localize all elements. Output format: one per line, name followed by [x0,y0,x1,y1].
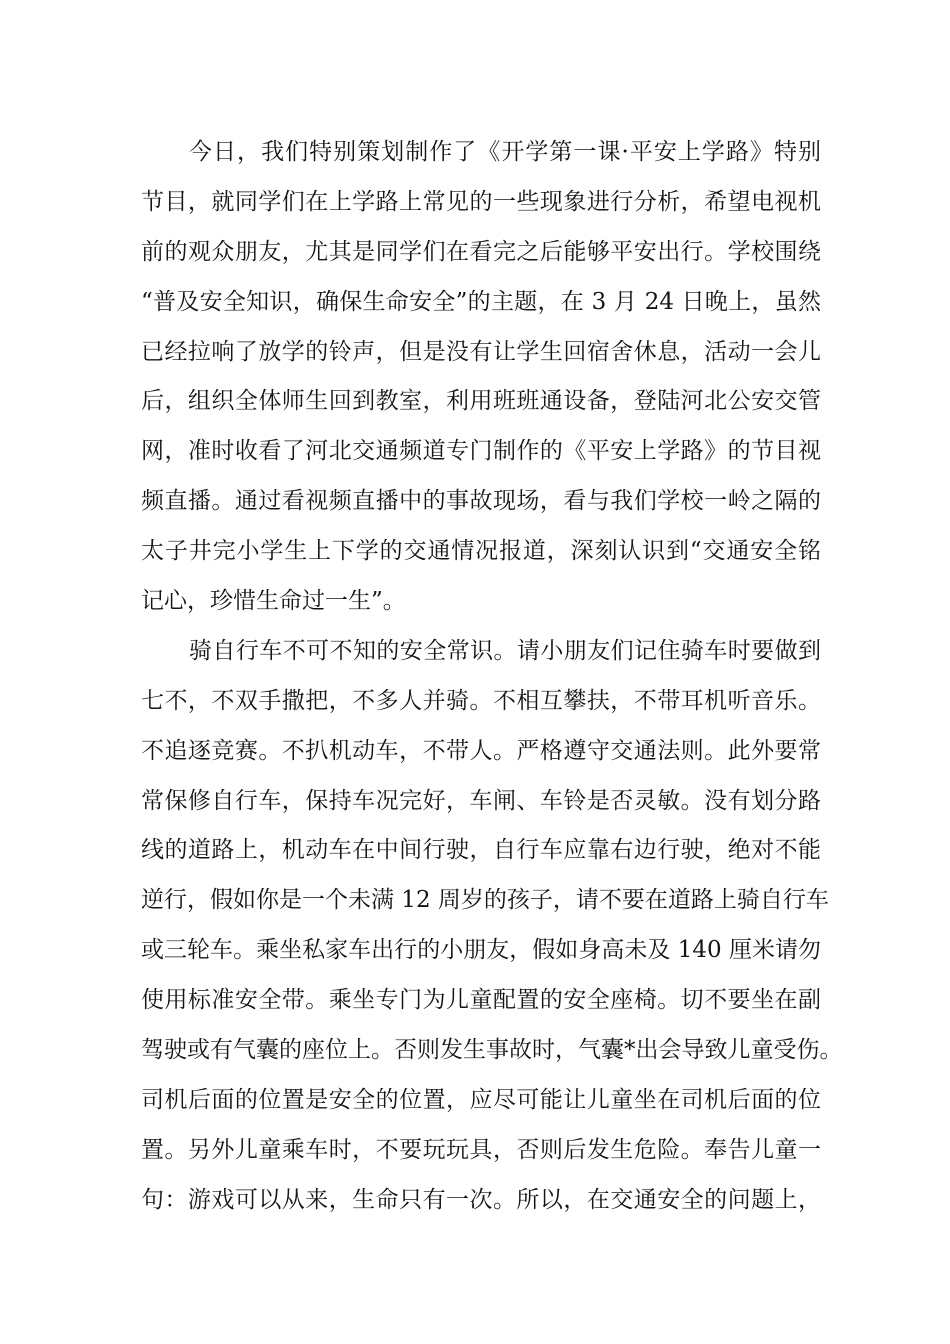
paragraph-1-line-1: 今日，我们特别策划制作了《开学第一课·平安上学路》特别 [189,139,821,165]
paragraph-2-line-8: 使用标准安全带。乘坐专门为儿童配置的安全座椅。切不要坐在副 [141,987,821,1014]
paragraph-2-line-7: 或三轮车。乘坐私家车出行的小朋友，假如身高未及 140 厘米请勿 [141,937,821,964]
paragraph-1-line-7: 网，准时收看了河北交通频道专门制作的《平安上学路》的节目视 [141,438,821,465]
paragraph-1-line-10: 记心，珍惜生命过一生”。 [141,588,406,615]
paragraph-2-line-6: 逆行，假如你是一个未满 12 周岁的孩子，请不要在道路上骑自行车 [141,887,829,914]
paragraph-1-line-5: 已经拉响了放学的铃声，但是没有让学生回宿舍休息，活动一会儿 [141,338,821,365]
paragraph-2-line-5: 线的道路上，机动车在中间行驶，自行车应靠右边行驶，绝对不能 [141,837,821,864]
paragraph-1-line-3: 前的观众朋友，尤其是同学们在看完之后能够平安出行。学校围绕 [141,238,821,265]
paragraph-1-line-6: 后，组织全体师生回到教室，利用班班通设备，登陆河北公安交管 [141,388,821,415]
paragraph-1-line-4: “普及安全知识，确保生命安全”的主题，在 3 月 24 日晚上，虽然 [141,288,821,315]
paragraph-2-line-12: 句：游戏可以从来，生命只有一次。所以，在交通安全的问题上， [141,1186,821,1213]
paragraph-2-line-9: 驾驶或有气囊的座位上。否则发生事故时，气囊*出会导致儿童受伤。 [141,1037,843,1064]
paragraph-2-line-3: 不追逐竞赛。不扒机动车，不带人。严格遵守交通法则。此外要常 [141,737,821,764]
paragraph-2-line-1: 骑自行车不可不知的安全常识。请小朋友们记住骑车时要做到 [189,637,821,664]
paragraph-2-line-10: 司机后面的位置是安全的位置，应尽可能让儿童坐在司机后面的位 [141,1086,821,1113]
paragraph-1-line-9: 太子井完小学生上下学的交通情况报道，深刻认识到“交通安全铭 [141,538,821,565]
paragraph-1-line-8: 频直播。通过看视频直播中的事故现场，看与我们学校一岭之隔的 [141,488,821,515]
body-text [141,128,843,1226]
paragraph-2-line-11: 置。另外儿童乘车时，不要玩玩具，否则后发生危险。奉告儿童一 [141,1136,821,1163]
paragraph-2-line-2: 七不，不双手撒把，不多人并骑。不相互攀扶，不带耳机听音乐。 [141,687,821,714]
paragraph-1-line-2: 节目，就同学们在上学路上常见的一些现象进行分析，希望电视机 [141,188,821,215]
paragraph-2-line-4: 常保修自行车，保持车况完好，车闸、车铃是否灵敏。没有划分路 [141,787,821,814]
